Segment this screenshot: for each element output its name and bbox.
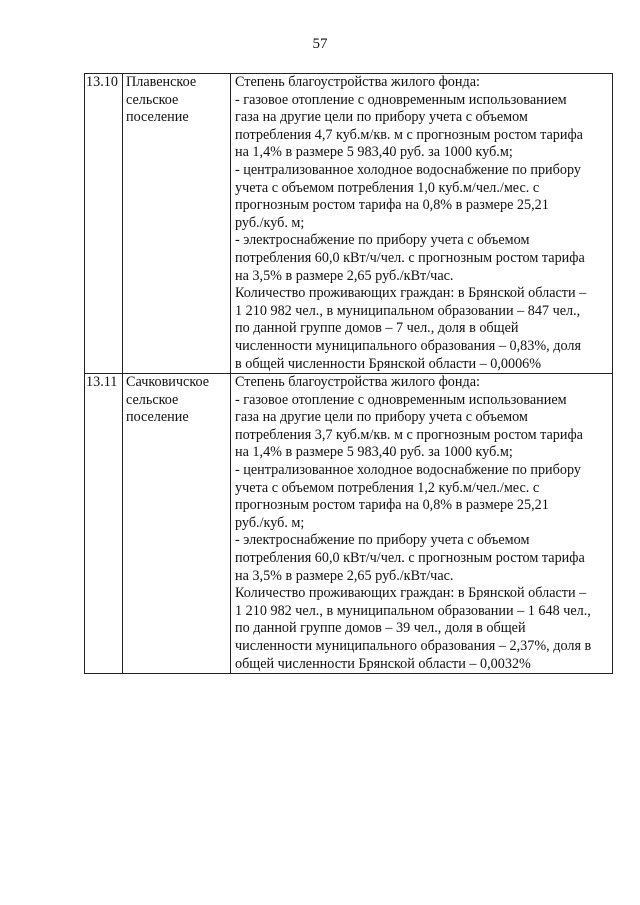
description-line: Количество проживающих граждан: в Брянской области – [235,285,587,302]
tariff-table [84,73,613,674]
settlement-name [123,374,231,674]
description-line: 1 210 982 чел., в муниципальном образовании – 1 648 чел., [235,602,591,619]
description-line: на 3,5% в размере 2,65 руб./кВт/час. [235,267,454,284]
description-line: на 1,4% в размере 5 983,40 руб. за 1000 куб.м; [235,444,513,461]
description-line: на 3,5% в размере 2,65 руб./кВт/час. [235,567,454,584]
description-line: газа на другие цели по прибору учета с объемом [235,109,528,126]
description-line: общей численности Брянской области – 0,0032% [235,655,531,672]
row-number: 13.10 [85,74,123,374]
description-line: потребления 60,0 кВт/ч/чел. с прогнозным ростом тарифа [235,249,585,266]
description-line: по данной группе домов – 7 чел., доля в общей [235,320,519,337]
description-line: численности муниципального образования – 2,37%, доля в [235,638,592,654]
description-line: руб./куб. м; [235,514,305,531]
settlement-name-line: поселение [126,409,189,426]
description-line: учета с объемом потребления 1,0 куб.м/чел./мес. с [235,179,540,196]
page-number: 57 [312,36,328,52]
settlement-description [231,74,613,374]
description-line: потребления 3,7 куб.м/кв. м с прогнозным ростом тарифа [235,426,583,443]
description-line: - газовое отопление с одновременным использованием [235,391,567,408]
description-line: численности муниципального образования – 0,83%, доля [235,337,581,354]
description-line: руб./куб. м; [235,214,305,231]
description-line: по данной группе домов – 39 чел., доля в общей [235,620,526,637]
row-number: 13.11 [85,374,123,674]
description-line: Степень благоустройства жилого фонда: [235,74,480,90]
settlement-name-line: Плавенское [126,74,197,90]
description-line: в общей численности Брянской области – 0,0006% [235,355,542,372]
settlement-name-line: сельское [126,391,179,408]
description-line: на 1,4% в размере 5 983,40 руб. за 1000 куб.м; [235,144,513,161]
description-line: учета с объемом потребления 1,2 куб.м/чел./мес. с [235,479,540,496]
description-line: Степень благоустройства жилого фонда: [235,374,480,391]
description-line: прогнозным ростом тарифа на 0,8% в размере 25,21 [235,197,549,214]
settlement-name [123,74,231,374]
settlement-name-line: Сачковичское [126,374,210,391]
description-line: 1 210 982 чел., в муниципальном образовании – 847 чел., [235,302,581,319]
settlement-description [231,374,613,674]
table-row [85,74,613,374]
description-line: газа на другие цели по прибору учета с объемом [235,409,528,426]
description-line: Количество проживающих граждан: в Брянской области – [235,585,587,602]
description-line: потребления 4,7 куб.м/кв. м с прогнозным ростом тарифа [235,126,583,143]
settlement-name-line: поселение [126,109,189,126]
description-line: - газовое отопление с одновременным использованием [235,91,567,108]
description-line: - электроснабжение по прибору учета с объемом [235,532,530,549]
settlement-name-line: сельское [126,91,179,108]
description-line: прогнозным ростом тарифа на 0,8% в размере 25,21 [235,497,549,514]
description-line: - централизованное холодное водоснабжение по прибору [235,462,581,479]
description-line: - электроснабжение по прибору учета с объемом [235,232,530,249]
description-line: потребления 60,0 кВт/ч/чел. с прогнозным ростом тарифа [235,550,585,567]
table-row [85,374,613,674]
description-line: - централизованное холодное водоснабжение по прибору [235,161,581,178]
